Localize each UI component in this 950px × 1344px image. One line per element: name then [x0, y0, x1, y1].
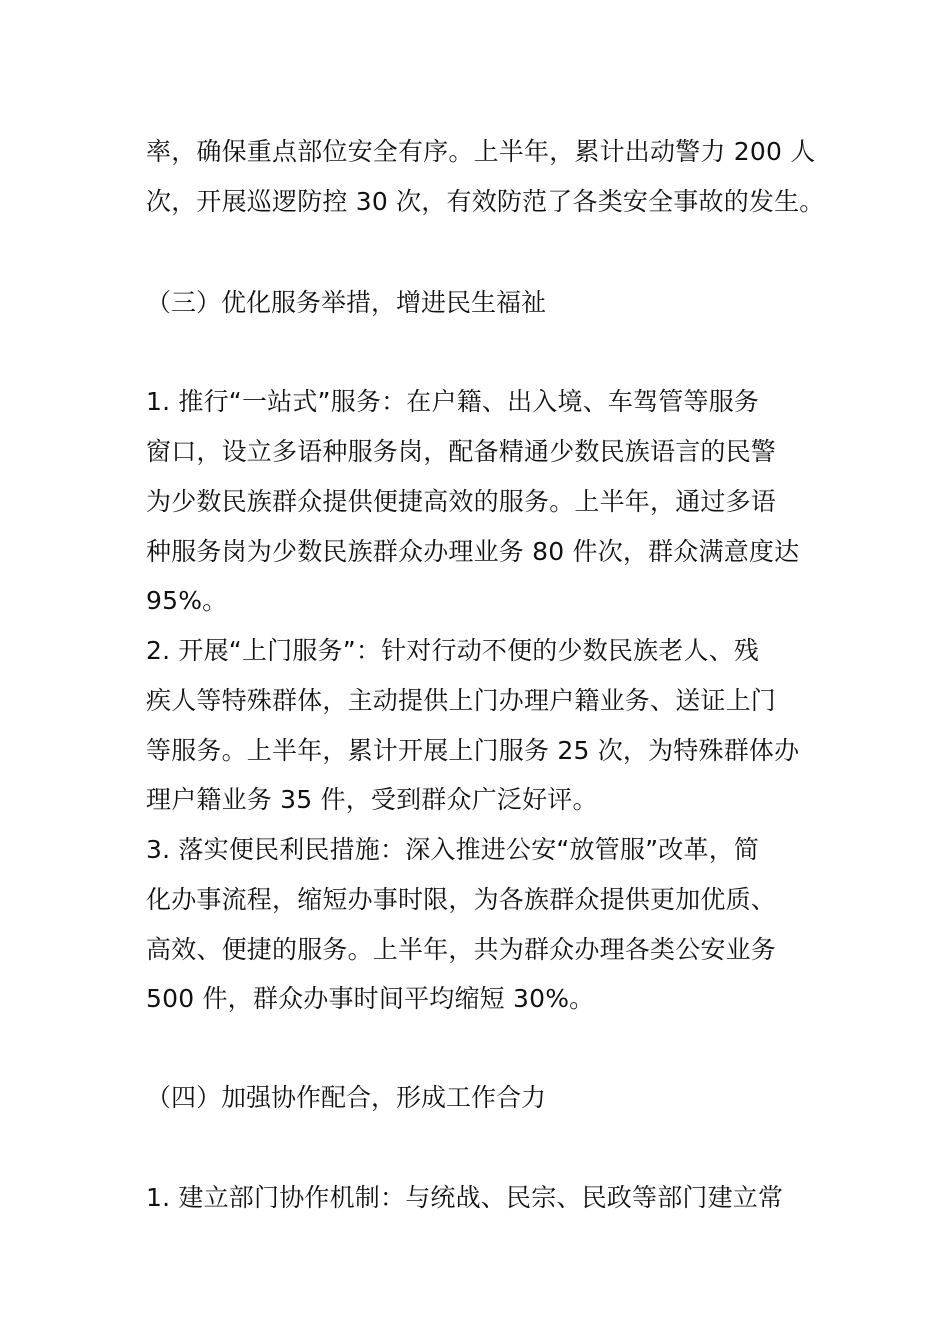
paragraph-line: 化办事流程，缩短办事时限，为各族群众提供更加优质、: [146, 885, 777, 914]
paragraph-line: 疾人等特殊群体，主动提供上门办理户籍业务、送证上门: [146, 686, 777, 715]
paragraph-line: 500 件，群众办事时间平均缩短 30%。: [146, 984, 595, 1013]
paragraph-line: 种服务岗为少数民族群众办理业务 80 件次，群众满意度达: [146, 537, 800, 566]
paragraph-line: 次，开展巡逻防控 30 次，有效防范了各类安全事故的发生。: [146, 187, 825, 216]
paragraph-line: 1. 建立部门协作机制：与统战、民宗、民政等部门建立常: [146, 1183, 784, 1212]
paragraph-line: 为少数民族群众提供便捷高效的服务。上半年，通过多语: [146, 487, 777, 516]
paragraph-line: 2. 开展“上门服务”：针对行动不便的少数民族老人、残: [146, 636, 760, 665]
paragraph-line: 窗口，设立多语种服务岗，配备精通少数民族语言的民警: [146, 437, 777, 466]
paragraph-line: 3. 落实便民利民措施：深入推进公安“放管服”改革，简: [146, 835, 760, 864]
paragraph-line: 等服务。上半年，累计开展上门服务 25 次，为特殊群体办: [146, 736, 800, 765]
paragraph-line: 理户籍业务 35 件，受到群众广泛好评。: [146, 785, 598, 814]
paragraph-line: 95%。: [146, 586, 228, 615]
paragraph-line: 1. 推行“一站式”服务：在户籍、出入境、车驾管等服务: [146, 387, 760, 416]
paragraph-line: 高效、便捷的服务。上半年，共为群众办理各类公安业务: [146, 935, 777, 964]
section-heading-3: （三）优化服务举措，增进民生福祉: [146, 288, 547, 317]
section-heading-4: （四）加强协作配合，形成工作合力: [146, 1083, 547, 1112]
paragraph-line: 率，确保重点部位安全有序。上半年，累计出动警力 200 人: [146, 137, 816, 166]
